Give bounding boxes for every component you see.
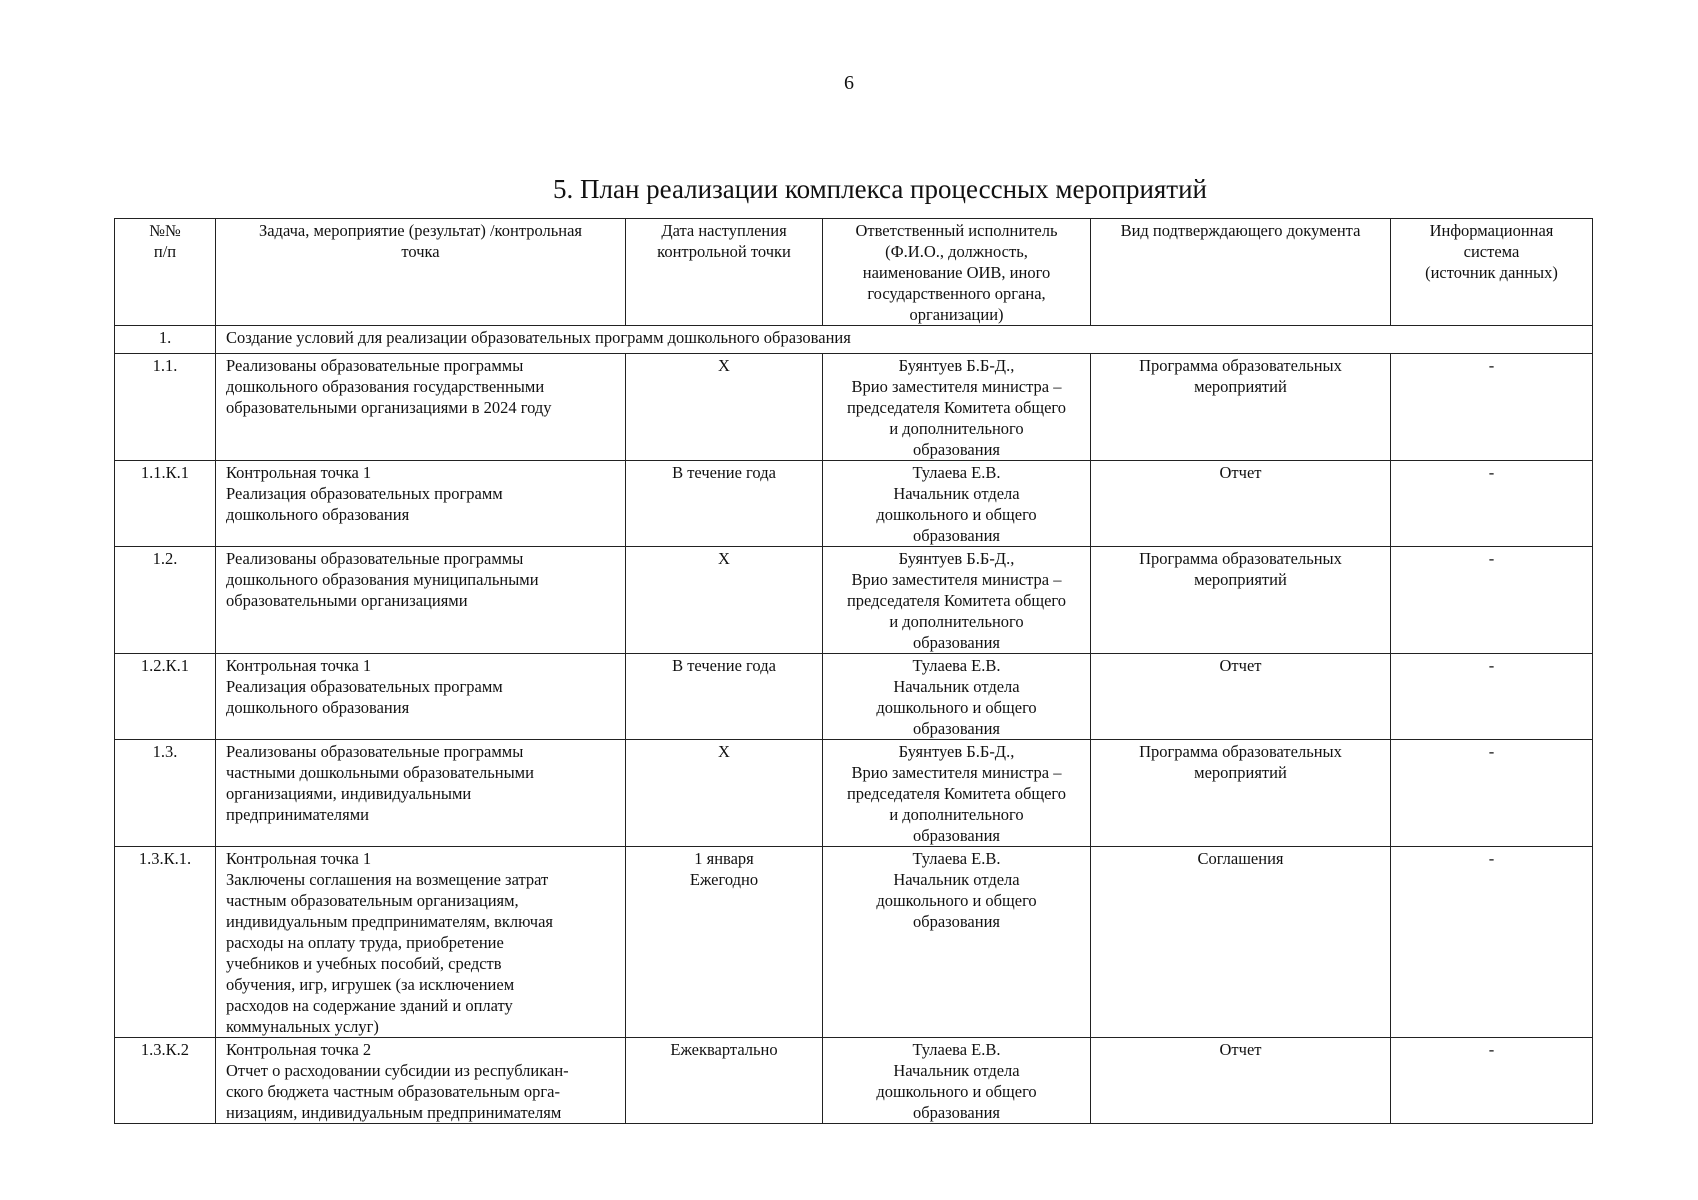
page-number: 6 [844, 72, 854, 94]
table-row [115, 547, 1593, 654]
row-number: 1.3.К.2 [115, 1038, 216, 1124]
row-responsible: Буянтуев Б.Б-Д., Врио заместителя министра – председателя Комитета общего и дополнительного образования [823, 547, 1091, 654]
row-system: - [1391, 547, 1593, 654]
header-document-type: Вид подтверждающего документа [1091, 219, 1391, 326]
header-info-system: Информационная система (источник данных) [1391, 219, 1593, 326]
row-system: - [1391, 740, 1593, 847]
header-task: Задача, мероприятие (результат) /контрольная точка [216, 219, 626, 326]
row-task: Реализованы образовательные программы дошкольного образования муниципальными образовательными организациями [216, 547, 626, 654]
row-document: Отчет [1091, 461, 1391, 547]
row-task: Контрольная точка 1 Заключены соглашения на возмещение затрат частным образовательным организациям, индивидуальным предпринимателям, включая расходы на оплату труда, приобретение учебников и учебных пособий, средств обучения, игр, игрушек (за исключением расходов на содержание зданий и оплату коммунальных услуг) [216, 847, 626, 1038]
plan-table [114, 218, 1593, 1124]
row-document: Программа образовательных мероприятий [1091, 740, 1391, 847]
row-document: Отчет [1091, 654, 1391, 740]
row-document: Программа образовательных мероприятий [1091, 547, 1391, 654]
row-task: Контрольная точка 2 Отчет о расходовании субсидии из республикан- ского бюджета частным образовательным орга- низациям, индивидуальным предпринимателям [216, 1038, 626, 1124]
row-task: Реализованы образовательные программы частными дошкольными образовательными организациями, индивидуальными предпринимателями [216, 740, 626, 847]
row-number: 1.3.К.1. [115, 847, 216, 1038]
header-number: №№ п/п [115, 219, 216, 326]
row-document: Программа образовательных мероприятий [1091, 354, 1391, 461]
section-row [115, 326, 1593, 354]
header-date: Дата наступления контрольной точки [626, 219, 823, 326]
row-date: 1 января Ежегодно [626, 847, 823, 1038]
table-row [115, 654, 1593, 740]
row-responsible: Тулаева Е.В. Начальник отдела дошкольного и общего образования [823, 461, 1091, 547]
row-responsible: Тулаева Е.В. Начальник отдела дошкольного и общего образования [823, 847, 1091, 1038]
row-responsible: Тулаева Е.В. Начальник отдела дошкольного и общего образования [823, 654, 1091, 740]
table-row [115, 847, 1593, 1038]
section-number: 1. [115, 326, 216, 354]
table-row [115, 354, 1593, 461]
row-task: Реализованы образовательные программы дошкольного образования государственными образовательными организациями в 2024 году [216, 354, 626, 461]
row-number: 1.1. [115, 354, 216, 461]
row-task: Контрольная точка 1 Реализация образовательных программ дошкольного образования [216, 461, 626, 547]
table-row [115, 740, 1593, 847]
row-date: Х [626, 547, 823, 654]
row-date: Х [626, 354, 823, 461]
row-system: - [1391, 654, 1593, 740]
section-title: Создание условий для реализации образовательных программ дошкольного образования [216, 326, 1593, 354]
row-date: Ежеквартально [626, 1038, 823, 1124]
row-responsible: Буянтуев Б.Б-Д., Врио заместителя министра – председателя Комитета общего и дополнительного образования [823, 354, 1091, 461]
row-number: 1.2.К.1 [115, 654, 216, 740]
header-responsible: Ответственный исполнитель (Ф.И.О., должность, наименование ОИВ, иного государственного органа, организации) [823, 219, 1091, 326]
row-number: 1.2. [115, 547, 216, 654]
row-system: - [1391, 461, 1593, 547]
row-responsible: Буянтуев Б.Б-Д., Врио заместителя министра – председателя Комитета общего и дополнительного образования [823, 740, 1091, 847]
row-date: В течение года [626, 461, 823, 547]
row-document: Отчет [1091, 1038, 1391, 1124]
row-number: 1.3. [115, 740, 216, 847]
row-date: Х [626, 740, 823, 847]
table-row [115, 1038, 1593, 1124]
row-date: В течение года [626, 654, 823, 740]
document-title: 5. План реализации комплекса процессных мероприятий [552, 174, 1208, 204]
row-task: Контрольная точка 1 Реализация образовательных программ дошкольного образования [216, 654, 626, 740]
row-system: - [1391, 847, 1593, 1038]
row-number: 1.1.К.1 [115, 461, 216, 547]
row-system: - [1391, 354, 1593, 461]
table-row [115, 461, 1593, 547]
row-responsible: Тулаева Е.В. Начальник отдела дошкольного и общего образования [823, 1038, 1091, 1124]
row-system: - [1391, 1038, 1593, 1124]
table-header-row [115, 219, 1593, 326]
row-document: Соглашения [1091, 847, 1391, 1038]
